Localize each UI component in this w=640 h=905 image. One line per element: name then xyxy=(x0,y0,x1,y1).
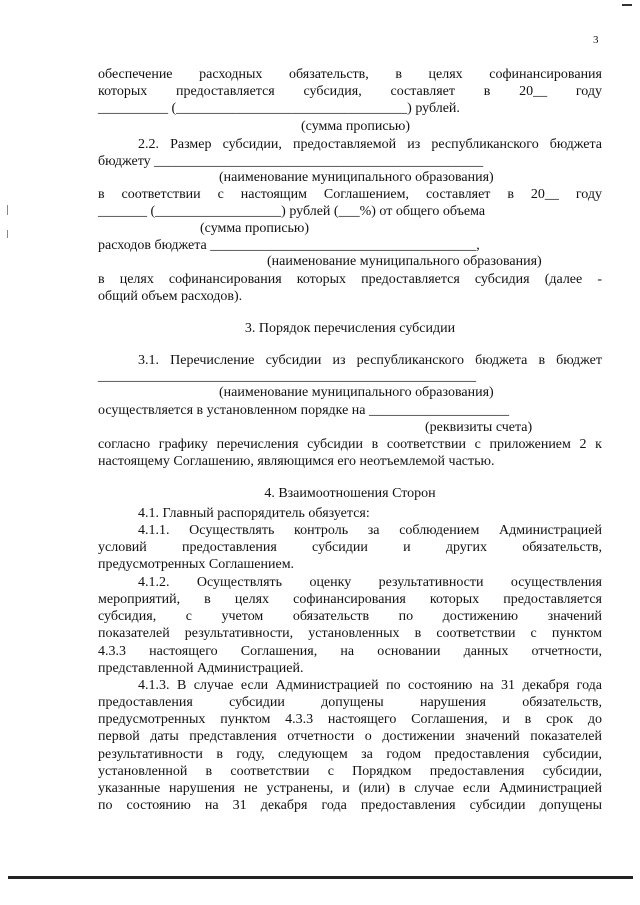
margin-scan-mark xyxy=(7,205,8,215)
text-line: субсидия, с учетом обязательств по достижению значений xyxy=(98,609,602,624)
text-line: показателей результативности, установленных в соответствии с пунктом xyxy=(98,626,602,641)
corner-scan-mark xyxy=(622,4,632,6)
text-line: 4.1.3. В случае если Администрацией по состоянию на 31 декабря года xyxy=(138,678,602,693)
field-caption: (наименование муниципального образования) xyxy=(219,385,494,400)
text-line: согласно графику перечисления субсидии в соответствии с приложением 2 к xyxy=(98,437,602,452)
field-caption: (наименование муниципального образования) xyxy=(267,254,542,269)
text-line: бюджету _______________________________________________ xyxy=(98,154,484,169)
text-line: ______________________________________________________ xyxy=(98,369,476,384)
field-caption: (сумма прописью) xyxy=(200,221,310,236)
text-line: расходов бюджета ______________________________________, xyxy=(98,238,480,253)
text-line: условий предоставления субсидии и других обязательств, xyxy=(98,540,602,555)
text-line: в соответствии с настоящим Соглашением, составляет в 20__ году xyxy=(98,187,602,202)
text-line: предоставления субсидии допущены нарушения обязательств, xyxy=(98,695,602,710)
text-line: 4.3.3 настоящего Соглашения, на основании данных отчетности, xyxy=(98,644,602,659)
text-line: предусмотренных Соглашением. xyxy=(98,557,295,572)
text-line: 3.1. Перечисление субсидии из республиканского бюджета в бюджет xyxy=(138,353,602,368)
section-heading: 3. Порядок перечисления субсидии xyxy=(244,321,456,336)
field-caption: (наименование муниципального образования) xyxy=(219,170,494,185)
text-line: в целях софинансирования которых предоставляется субсидия (далее - xyxy=(98,272,602,287)
text-line: мероприятий, в целях софинансирования которых предоставляется xyxy=(98,592,602,607)
text-line: __________ (_________________________________) рублей. xyxy=(98,101,460,116)
page-number: 3 xyxy=(593,34,599,46)
field-caption: (реквизиты счета) xyxy=(425,420,533,435)
text-line: общий объем расходов). xyxy=(98,289,243,304)
text-line: 2.2. Размер субсидии, предоставляемой из республиканского бюджета xyxy=(138,137,602,152)
section-heading: 4. Взаимоотношения Сторон xyxy=(264,486,436,501)
text-line: первой даты представления отчетности о достижении значений показателей xyxy=(98,729,602,744)
field-caption: (сумма прописью) xyxy=(301,119,411,134)
text-line: _______ (__________________) рублей (___%) от общего объема xyxy=(98,204,486,219)
text-line: указанные нарушения не устранены, и (или) в случае если Администрацией xyxy=(98,781,602,796)
margin-scan-mark xyxy=(7,230,8,238)
text-line: осуществляется в установленном порядке на ____________________ xyxy=(98,403,510,418)
text-line: настоящему Соглашению, являющимся его неотъемлемой частью. xyxy=(98,454,495,469)
text-line: 4.1.2. Осуществлять оценку результативности осуществления xyxy=(138,575,602,590)
text-line: 4.1.1. Осуществлять контроль за соблюдением Администрацией xyxy=(138,523,602,538)
text-line: предусмотренных пунктом 4.3.3 настоящего Соглашения, и в срок до xyxy=(98,712,602,727)
text-line: которых предоставляется субсидия, составляет в 20__ году xyxy=(98,84,602,99)
text-line: по состоянию на 31 декабря года предоставления субсидии допущены xyxy=(98,798,602,813)
bottom-scan-edge xyxy=(8,876,633,879)
text-line: установленной в соответствии с Порядком предоставления субсидии, xyxy=(98,764,602,779)
text-line: результативности в году, следующем за годом предоставления субсидии, xyxy=(98,747,602,762)
text-line: обеспечение расходных обязательств, в целях софинансирования xyxy=(98,67,602,82)
text-line: 4.1. Главный распорядитель обязуется: xyxy=(138,506,370,521)
text-line: представленной Администрацией. xyxy=(98,661,304,676)
